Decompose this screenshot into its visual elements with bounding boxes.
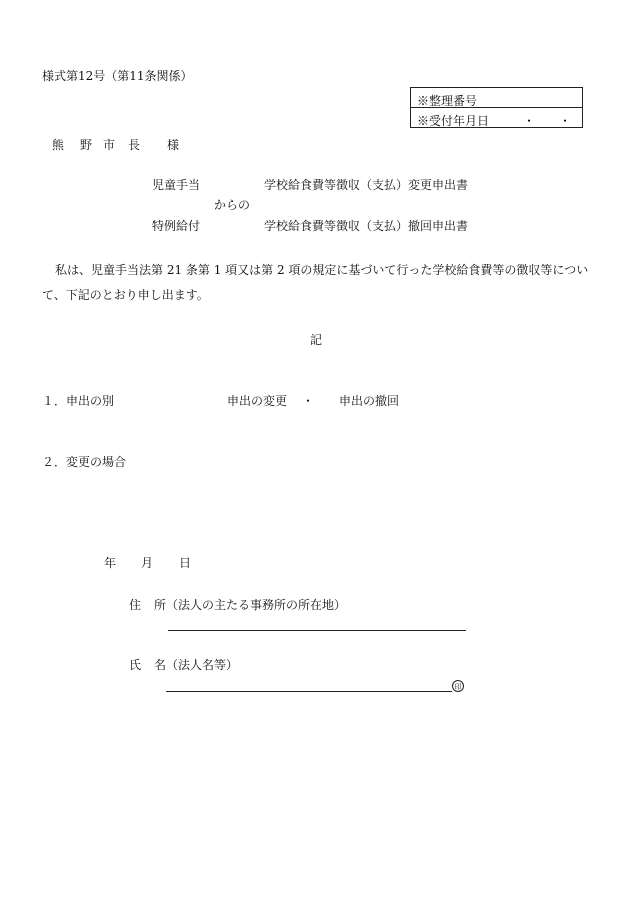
- ref-row-number: [411, 88, 582, 108]
- address-underline: [168, 630, 466, 631]
- title-right-top: 学校給食費等徴収（支払）変更申出書: [264, 178, 469, 192]
- form-label: 様式第12号（第11条関係）: [42, 69, 193, 83]
- title-right-bottom: 学校給食費等徴収（支払）撤回申出書: [264, 219, 469, 233]
- addressee-char-4: 長: [128, 138, 141, 152]
- ki-heading: 記: [310, 333, 323, 347]
- addressee-char-3: 市: [103, 138, 116, 152]
- ref-row-date: [411, 108, 582, 128]
- reference-box: [410, 87, 583, 128]
- date-day: 日: [179, 556, 192, 570]
- name-note: （法人名等）: [166, 658, 239, 672]
- seal-mark: 印: [452, 680, 464, 692]
- address-label-2: 所: [154, 598, 167, 612]
- body-text-line-1: 私は、児童手当法第 21 条第 1 項又は第 2 項の規定に基づいて行った学校給食費等の徴収等につい: [55, 263, 589, 277]
- option-withdraw: 申出の撤回: [339, 394, 400, 408]
- ref-number-label: ※整理番号: [417, 94, 478, 108]
- option-change: 申出の変更: [227, 394, 288, 408]
- name-underline: [166, 691, 452, 692]
- name-label-1: 氏: [129, 658, 142, 672]
- address-label-1: 住: [129, 598, 142, 612]
- title-left-bottom: 特例給付: [152, 219, 201, 233]
- item-1-label: １．申出の別: [42, 394, 115, 408]
- addressee-honorific: 様: [167, 138, 180, 152]
- address-note: （法人の主たる事務所の所在地）: [166, 598, 347, 612]
- title-left-mid: からの: [214, 198, 251, 212]
- body-text-line-2: て、下記のとおり申し出ます。: [42, 288, 209, 302]
- name-label-2: 名: [154, 658, 167, 672]
- ref-date-label: ※受付年月日: [417, 114, 490, 128]
- item-2-label: ２．変更の場合: [42, 455, 127, 469]
- date-year: 年: [104, 556, 117, 570]
- addressee-char-2: 野: [80, 138, 93, 152]
- addressee-char-1: 熊: [52, 138, 65, 152]
- ref-date-dots: ・ ・: [523, 114, 572, 128]
- option-separator: ・: [302, 394, 315, 408]
- title-left-top: 児童手当: [152, 178, 201, 192]
- date-month: 月: [141, 556, 154, 570]
